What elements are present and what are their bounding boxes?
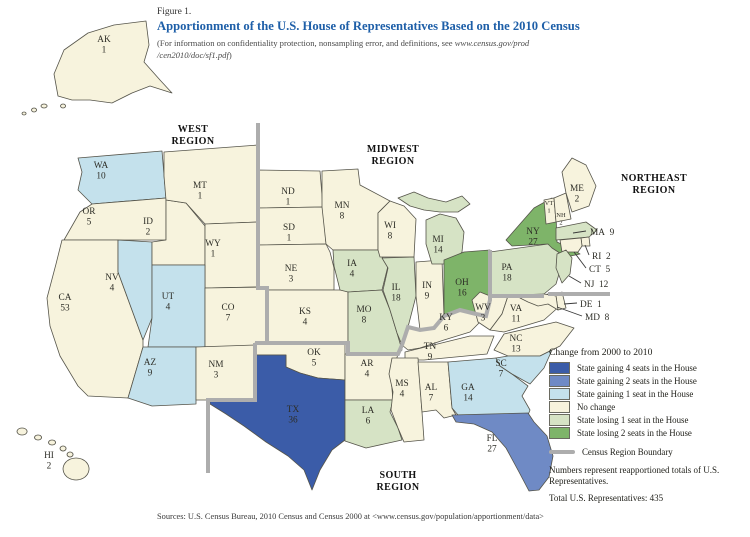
state-label-OH: OH 16	[455, 278, 469, 299]
state-label-AL: AL 7	[424, 383, 438, 404]
legend-swatch-lose1	[549, 414, 570, 426]
callout-label-RI: RI 2	[592, 252, 611, 262]
legend-note: Numbers represent reapportioned totals of U.S. Representatives.	[549, 465, 720, 487]
legend-total: Total U.S. Representatives: 435	[549, 492, 664, 503]
region-label-south: SOUTH REGION	[376, 470, 420, 493]
state-label-NV: NV 4	[105, 273, 119, 294]
state-label-TN: TN 9	[423, 342, 437, 363]
legend-label-gain1: State gaining 1 seat in the House	[577, 389, 694, 399]
legend-boundary-row	[549, 447, 749, 457]
callout-label-NJ: NJ 12	[584, 280, 609, 290]
callout-label-MD: MD 8	[585, 313, 610, 323]
state-label-WY: WY 1	[205, 239, 221, 260]
state-FL	[452, 413, 553, 491]
state-label-MT: MT 1	[193, 181, 207, 202]
legend-label-gain2: State gaining 2 seats in the House	[577, 376, 697, 386]
state-label-LA: LA 6	[361, 406, 375, 427]
state-label-UT: UT 4	[161, 292, 175, 313]
state-label-WA: WA 10	[93, 161, 109, 182]
figure-header	[157, 7, 649, 61]
state-label-OK: OK 5	[307, 348, 321, 369]
legend-boundary-label: Census Region Boundary	[582, 447, 673, 457]
figure-note	[157, 37, 649, 61]
state-label-ME: ME 2	[570, 184, 584, 205]
region-label-midwest: MIDWEST REGION	[366, 144, 420, 167]
state-label-MO: MO 8	[356, 305, 372, 326]
state-WA	[78, 151, 166, 204]
callout-line-MD	[557, 307, 582, 316]
callout-label-MA: MA 9	[590, 228, 615, 238]
state-label-CO: CO 7	[221, 303, 235, 324]
legend-item-lose2	[549, 427, 749, 439]
legend-swatch-lose2	[549, 427, 570, 439]
state-label-MN: MN 8	[334, 201, 350, 222]
legend-swatch-gain1	[549, 388, 570, 400]
state-label-NH: NH 2	[556, 212, 566, 227]
legend-items	[549, 362, 749, 439]
legend-label-lose2: State losing 2 seats in the House	[577, 428, 692, 438]
legend-item-lose1	[549, 414, 749, 426]
note-url-line1: www.census.gov/prod	[454, 38, 530, 48]
callout-line-RI	[585, 245, 589, 255]
note-text: (For information on confidentiality protection, nonsampling error, and definitions, see	[157, 38, 455, 48]
callout-line-NJ	[569, 276, 581, 283]
legend-label-lose1: State losing 1 seat in the House	[577, 415, 689, 425]
state-label-GA: GA 14	[461, 383, 475, 404]
census-region-boundary-sample	[549, 450, 575, 454]
callout-label-DE: DE 1	[580, 300, 602, 310]
legend-item-gain1	[549, 388, 749, 400]
note-close-paren: )	[228, 50, 232, 61]
state-label-TX: TX 36	[286, 405, 300, 426]
state-label-MS: MS 4	[395, 379, 409, 400]
legend-label-nochange: No change	[577, 402, 616, 412]
legend-item-nochange	[549, 401, 749, 413]
state-label-AZ: AZ 9	[143, 358, 157, 379]
state-label-FL: FL 27	[486, 434, 498, 455]
state-CT	[560, 238, 582, 252]
region-label-northeast: NORTHEAST REGION	[620, 173, 688, 196]
state-label-KY: KY 6	[439, 313, 453, 334]
state-label-HI: HI 2	[44, 451, 54, 472]
state-CO	[205, 287, 267, 347]
sources-line: Sources: U.S. Census Bureau, 2010 Census and Census 2000 at <www.census.gov/population/apportionment/data>	[157, 512, 544, 521]
state-label-NY: NY 27	[526, 227, 540, 248]
state-RI	[581, 237, 590, 246]
state-label-MI: MI 14	[432, 235, 444, 256]
state-NM	[196, 345, 255, 400]
state-label-AK: AK 1	[97, 35, 111, 56]
callout-label-CT: CT 5	[589, 265, 611, 275]
legend-item-gain2	[549, 375, 749, 387]
region-label-west: WEST REGION	[171, 124, 215, 147]
legend-item-gain4	[549, 362, 749, 374]
state-label-KS: KS 4	[299, 307, 311, 328]
legend-swatch-gain2	[549, 375, 570, 387]
state-NJ	[556, 250, 572, 283]
callout-line-DE	[564, 303, 577, 304]
state-label-ID: ID 2	[143, 217, 153, 238]
state-UT	[148, 265, 205, 347]
legend-swatch-nochange	[549, 401, 570, 413]
state-label-NM: NM 3	[208, 360, 224, 381]
state-label-NC: NC 13	[509, 334, 523, 355]
state-label-VT: VT 1	[544, 200, 554, 215]
state-label-NE: NE 3	[284, 264, 298, 285]
legend-label-gain4: State gaining 4 seats in the House	[577, 363, 697, 373]
state-label-OR: OR 5	[82, 207, 96, 228]
state-label-AR: AR 4	[360, 359, 374, 380]
state-label-IA: IA 4	[347, 259, 357, 280]
legend-title: Change from 2000 to 2010	[549, 347, 653, 358]
state-label-CA: CA 53	[58, 293, 72, 314]
legend-swatch-gain4	[549, 362, 570, 374]
state-label-IL: IL 18	[391, 283, 401, 304]
state-label-VA: VA 11	[509, 304, 523, 325]
state-label-WV: WV 3	[475, 303, 491, 324]
state-label-PA: PA 18	[501, 263, 513, 284]
state-label-SC: SC 7	[495, 359, 507, 380]
figure-title: Apportionment of the U.S. House of Representatives Based on the 2010 Census	[157, 19, 580, 33]
state-label-SD: SD 1	[283, 223, 295, 244]
figure-number: Figure 1.	[157, 7, 192, 17]
state-label-ND: ND 1	[281, 187, 295, 208]
note-url-line2: /cen2010/doc/sf1.pdf	[157, 50, 229, 61]
state-label-IN: IN 9	[422, 281, 432, 302]
state-label-WI: WI 8	[384, 221, 396, 242]
map-legend	[549, 347, 749, 503]
